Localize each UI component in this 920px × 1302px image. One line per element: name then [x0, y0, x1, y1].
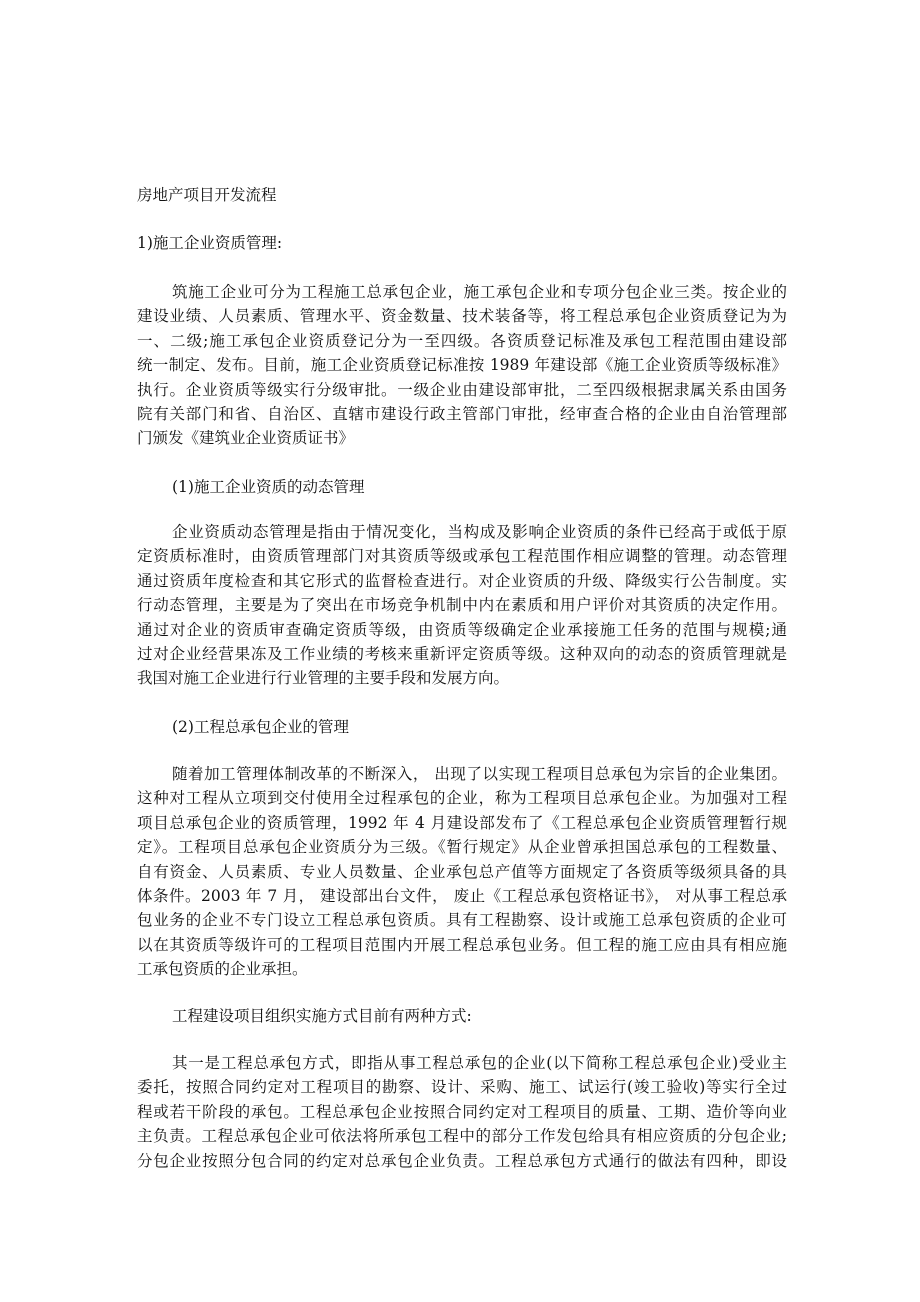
paragraph-line: 随着加工管理体制改革的不断深入， 出现了以实现工程项目总承包为宗旨的企业集团。	[172, 765, 787, 783]
paragraph-line: 主负责。工程总承包企业可依法将所承包工程中的部分工作发包给具有相应资质的分包企业;	[137, 1127, 787, 1146]
paragraph-line: 统一制定、发布。目前，施工企业资质登记标准按 1989 年建设部《施工企业资质等级标准》	[137, 356, 787, 375]
paragraph-line: 通过资质年度检查和其它形式的监督检查进行。对企业资质的升级、降级实行公告制度。实	[137, 571, 787, 590]
paragraph-line: 企业资质动态管理是指由于情况变化，当构成及影响企业资质的条件已经高于或低于原	[172, 523, 787, 541]
paragraph-line: 以在其资质等级许可的工程项目范围内开展工程总承包业务。但工程的施工应由具有相应施	[137, 935, 787, 954]
paragraph-line: 建设业绩、人员素质、管理水平、资金数量、技术装备等，将工程总承包企业资质登记为为	[137, 307, 787, 326]
paragraph-line: 一、二级;施工承包企业资质登记分为一至四级。各资质登记标准及承包工程范围由建设部	[137, 331, 787, 350]
paragraph-general-contracting	[137, 762, 787, 982]
paragraph-dynamic-management	[137, 520, 787, 691]
paragraph-line: 行动态管理，主要是为了突出在市场竞争机制中内在素质和用户评价对其资质的决定作用。	[137, 596, 787, 615]
paragraph-implementation-methods: 工程建设项目组织实施方式目前有两种方式:	[172, 1007, 472, 1025]
paragraph-line: 过对企业经营果冻及工作业绩的考核来重新评定资质等级。这种双向的动态的资质管理就是	[137, 645, 787, 664]
paragraph-line: 筑施工企业可分为工程施工总承包企业，施工承包企业和专项分包企业三类。按企业的	[172, 283, 787, 301]
paragraph-line: 执行。企业资质等级实行分级审批。一级企业由建设部审批，二至四级根据隶属关系由国务	[137, 380, 787, 399]
paragraph-line: 委托，按照合同约定对工程项目的勘察、设计、采购、施工、试运行(竣工验收)等实行全过	[137, 1078, 787, 1097]
paragraph-line: 工承包资质的企业承担。	[137, 960, 308, 979]
paragraph-general-contracting-method	[137, 1051, 787, 1173]
paragraph-line: 这种对工程从立项到交付使用全过程承包的企业，称为工程项目总承包企业。为加强对工程	[137, 789, 787, 808]
paragraph-line: 体条件。2003 年 7 月， 建设部出台文件， 废止《工程总承包资格证书》， 对从事工程总承	[137, 887, 787, 906]
paragraph-enterprise-categories	[137, 280, 787, 451]
paragraph-line: 自有资金、人员素质、专业人员数量、企业承包总产值等方面规定了各资质等级须具备的具	[137, 862, 787, 881]
paragraph-line: 程或若干阶段的承包。工程总承包企业按照合同约定对工程项目的质量、工期、造价等向业	[137, 1102, 787, 1121]
paragraph-line: 我国对施工企业进行行业管理的主要手段和发展方向。	[137, 669, 510, 688]
paragraph-line: 其一是工程总承包方式，即指从事工程总承包的企业(以下简称工程总承包企业)受业主	[172, 1054, 787, 1072]
paragraph-line: 包业务的企业不专门设立工程总承包资质。具有工程勘察、设计或施工总承包资质的企业可	[137, 911, 787, 930]
paragraph-line: 项目总承包企业的资质管理，1992 年 4 月建设部发布了《工程总承包企业资质管理暂行规	[137, 813, 787, 832]
paragraph-line: 分包企业按照分包合同的约定对总承包企业负责。工程总承包方式通行的做法有四种，即设	[137, 1151, 787, 1170]
paragraph-line: 通过对企业的资质审查确定资质等级，由资质等级确定企业承接施工任务的范围与规模;通	[137, 620, 787, 639]
subsection-heading-general-contracting: (2)工程总承包企业的管理	[172, 718, 349, 736]
document-title: 房地产项目开发流程	[137, 186, 277, 204]
paragraph-line: 院有关部门和省、自治区、直辖市建设行政主管部门审批，经审查合格的企业由自治管理部	[137, 405, 787, 424]
subsection-heading-dynamic-management: (1)施工企业资质的动态管理	[172, 478, 365, 496]
paragraph-line: 门颁发《建筑业企业资质证书》	[137, 429, 355, 448]
paragraph-line: 定》。工程项目总承包企业资质分为三级。《暂行规定》从企业曾承担国总承包的工程数量、	[137, 838, 787, 857]
paragraph-line: 定资质标准时，由资质管理部门对其资质等级或承包工程范围作相应调整的管理。动态管理	[137, 547, 787, 566]
section-heading-qualification-management: 1)施工企业资质管理:	[137, 234, 283, 252]
